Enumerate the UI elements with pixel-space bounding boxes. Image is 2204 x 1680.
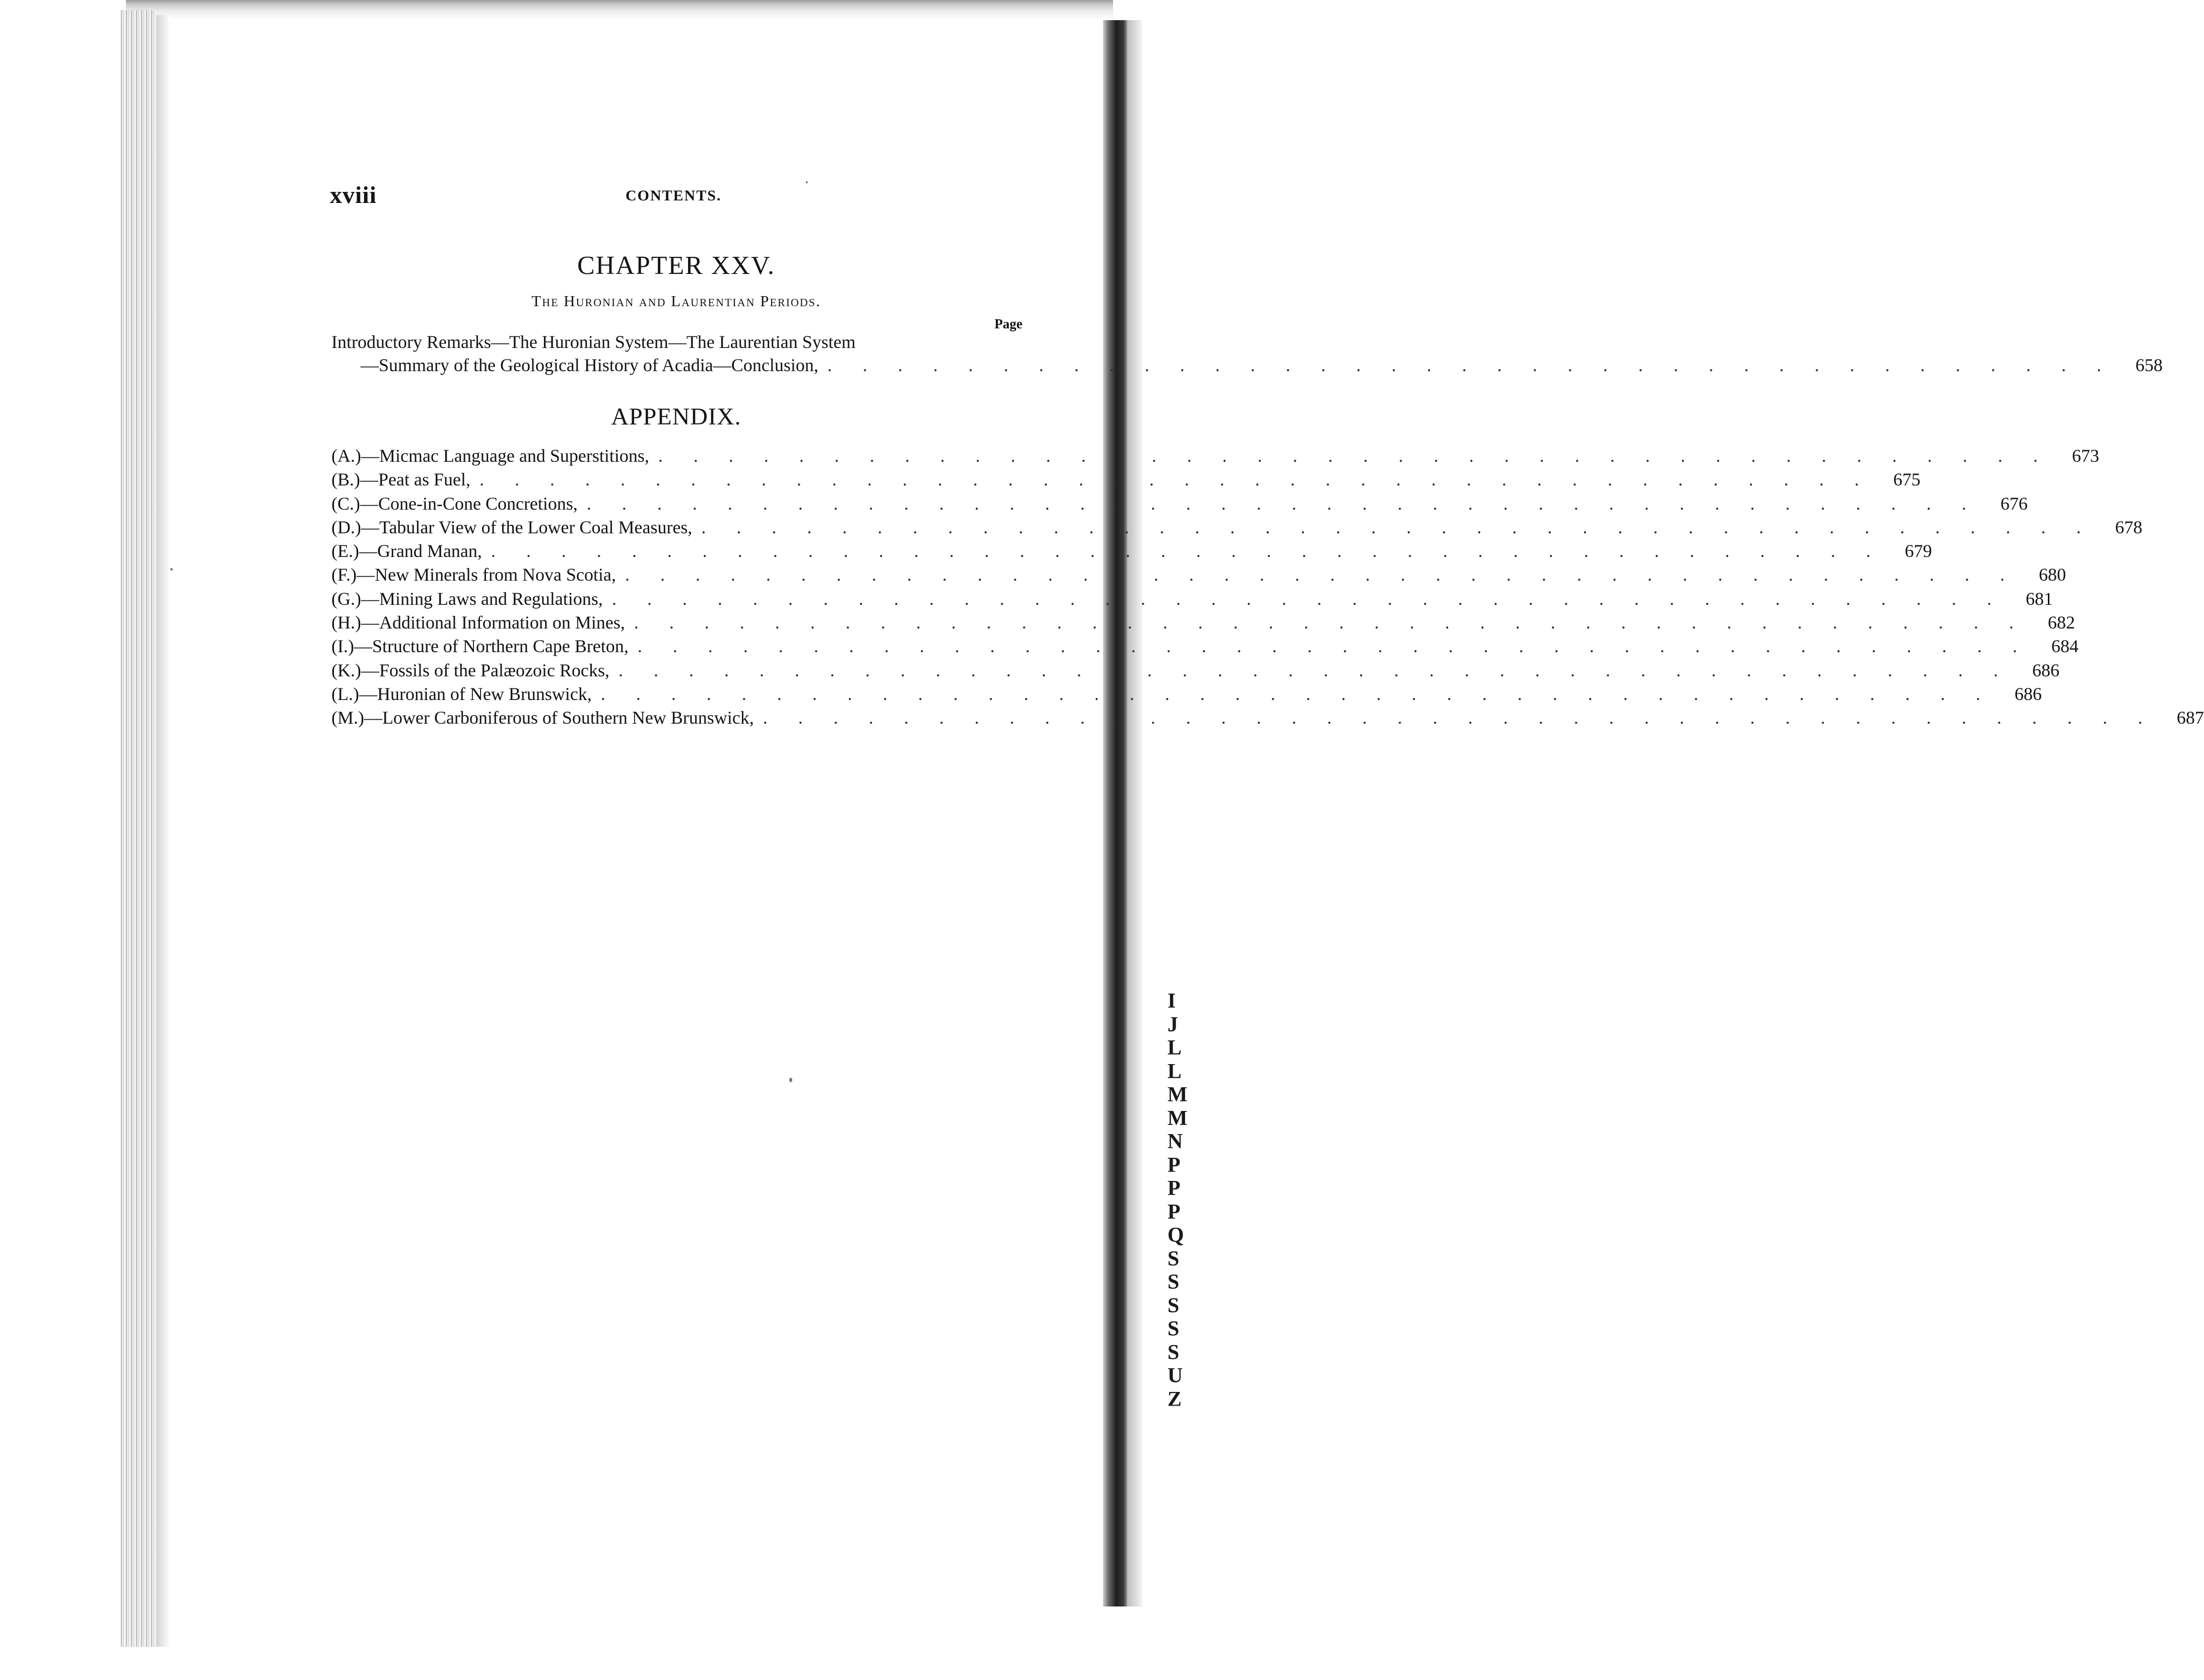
appendix-entry-page: 679 — [1904, 541, 1932, 562]
appendix-entry — [331, 563, 2066, 587]
facing-page-letter: S — [1167, 1294, 1180, 1317]
facing-page-letter: P — [1167, 1200, 1181, 1224]
facing-page-letter: J — [1167, 1013, 1178, 1036]
scan-top-edge — [126, 0, 1113, 20]
facing-page-letter: S — [1167, 1247, 1180, 1271]
chapter-heading: CHAPTER XXV. — [577, 251, 775, 280]
facing-page-letter: S — [1167, 1317, 1180, 1341]
appendix-entry-title: (H.)—Additional Information on Mines, — [331, 612, 625, 633]
page-column-label: Page — [994, 316, 1022, 331]
entry-line-1: Introductory Remarks—The Huronian System—The Laurentian System — [331, 332, 856, 352]
appendix-entry — [331, 468, 1920, 492]
appendix-entry-page: 678 — [2115, 517, 2143, 537]
page-edge-shadow — [156, 15, 170, 1647]
dot-leader: . . . . . . . . . . . . . . . . . . . . . . . . . . . . . . . . . . . . . . . . — [600, 683, 1993, 704]
appendix-heading: APPENDIX. — [611, 403, 741, 430]
entry-line-2-text: —Summary of the Geological History of Acadia—Conclusion, — [361, 355, 818, 375]
appendix-entry — [331, 444, 2099, 468]
chapter-contents-entry — [331, 330, 2163, 377]
facing-page-letter: P — [1167, 1153, 1181, 1177]
page-number: xviii — [330, 182, 377, 208]
appendix-entry-page: 676 — [2000, 493, 2028, 514]
facing-page-index-letters — [1167, 990, 1188, 1411]
dot-leader: . . . . . . . . . . . . . . . . . . . . . . . . . . . . . . . . . . . . . . . . — [479, 469, 1872, 490]
appendix-entry-title: (D.)—Tabular View of the Lower Coal Measures, — [331, 517, 693, 537]
appendix-entry-page: 681 — [2025, 588, 2053, 609]
appendix-entry-page: 684 — [2051, 636, 2079, 657]
appendix-entry-title: (G.)—Mining Laws and Regulations, — [331, 588, 603, 609]
appendix-entry — [331, 682, 2042, 706]
entry-line-2 — [331, 354, 2163, 377]
appendix-entry-title: (C.)—Cone-in-Cone Concretions, — [331, 493, 578, 514]
scan-speck — [789, 1078, 792, 1082]
appendix-entry-title: (F.)—New Minerals from Nova Scotia, — [331, 565, 616, 585]
chapter-subtitle: The Huronian and Laurentian Periods. — [531, 292, 821, 310]
dot-leader: . . . . . . . . . . . . . . . . . . . . . . . . . . . . . . . . . . . . . — [827, 355, 2114, 375]
facing-page-letter: P — [1167, 1177, 1181, 1200]
running-head — [330, 181, 1022, 212]
page-edge-stack — [121, 10, 156, 1647]
facing-page-letter: S — [1167, 1341, 1180, 1364]
appendix-entry — [331, 492, 2028, 516]
facing-page-letter: M — [1167, 1083, 1188, 1106]
appendix-entry-page: 687 — [2176, 708, 2204, 728]
dot-leader: . . . . . . . . . . . . . . . . . . . . . . . . . . . . . . . . . . . . . . . . — [618, 660, 2011, 680]
facing-page-edge — [1127, 20, 1142, 1606]
appendix-entry-title: (L.)—Huronian of New Brunswick, — [331, 683, 592, 704]
facing-page-letter: Z — [1167, 1387, 1182, 1411]
appendix-entry-page: 686 — [2014, 683, 2042, 704]
scan-speck — [170, 568, 173, 571]
appendix-entry — [331, 539, 1932, 563]
appendix-entry — [331, 587, 2053, 611]
facing-page-letter: U — [1167, 1364, 1183, 1387]
appendix-entry — [331, 635, 2079, 658]
dot-leader: . . . . . . . . . . . . . . . . . . . . . . . . . . . . . . . . . . . . . . . . — [637, 636, 2030, 657]
appendix-entry — [331, 611, 2075, 635]
appendix-entry-page: 675 — [1893, 469, 1920, 490]
book-gutter-shadow — [1103, 20, 1127, 1606]
dot-leader: . . . . . . . . . . . . . . . . . . . . . . . . . . . . . . . . . . . . . . . . — [491, 541, 1884, 562]
dot-leader: . . . . . . . . . . . . . . . . . . . . . . . . . . . . . . . . . . . . . . . . — [611, 588, 2005, 609]
appendix-entry — [331, 659, 2059, 682]
appendix-entry-title: (B.)—Peat as Fuel, — [331, 469, 470, 490]
appendix-list — [331, 444, 2204, 730]
appendix-entry-title: (K.)—Fossils of the Palæozoic Rocks, — [331, 660, 609, 680]
appendix-entry-page: 682 — [2047, 612, 2075, 633]
appendix-entry-title: (E.)—Grand Manan, — [331, 541, 482, 562]
dot-leader: . . . . . . . . . . . . . . . . . . . . . . . . . . . . . . . . . . . . . . . . — [701, 517, 2094, 537]
facing-page-letter: I — [1167, 990, 1176, 1013]
dot-leader: . . . . . . . . . . . . . . . . . . . . . . . . . . . . . . . . . . . . . . . . — [634, 612, 2027, 633]
facing-page-letter: M — [1167, 1106, 1188, 1130]
appendix-entry-page: 680 — [2039, 565, 2066, 585]
facing-page-letter: N — [1167, 1130, 1183, 1153]
appendix-entry-page: 686 — [2032, 660, 2059, 680]
dot-leader: . . . . . . . . . . . . . . . . . . . . . . . . . . . . . . . . . . . . . . . . — [586, 493, 1979, 514]
facing-page-letter: Q — [1167, 1224, 1184, 1247]
appendix-entry — [331, 706, 2204, 730]
running-head-title: CONTENTS. — [626, 187, 722, 204]
facing-page-letter: L — [1167, 1060, 1182, 1083]
dot-leader: . . . . . . . . . . . . . . . . . . . . . . . . . . . . . . . . . . . . . . . . — [658, 446, 2051, 466]
appendix-entry — [331, 516, 2143, 539]
dot-leader: . . . . . . . . . . . . . . . . . . . . . . . . . . . . . . . . . . . . . . . . — [625, 565, 2018, 585]
appendix-entry-title: (M.)—Lower Carboniferous of Southern New Brunswick, — [331, 708, 754, 728]
facing-page-letter: L — [1167, 1036, 1182, 1060]
entry-page-number: 658 — [2135, 355, 2163, 375]
appendix-entry-page: 673 — [2072, 446, 2099, 466]
appendix-entry-title: (I.)—Structure of Northern Cape Breton, — [331, 636, 629, 657]
dot-leader: . . . . . . . . . . . . . . . . . . . . . . . . . . . . . . . . . . . . . . . . — [763, 708, 2156, 728]
facing-page-letter: S — [1167, 1271, 1180, 1294]
appendix-entry-title: (A.)—Micmac Language and Superstitions, — [331, 446, 649, 466]
